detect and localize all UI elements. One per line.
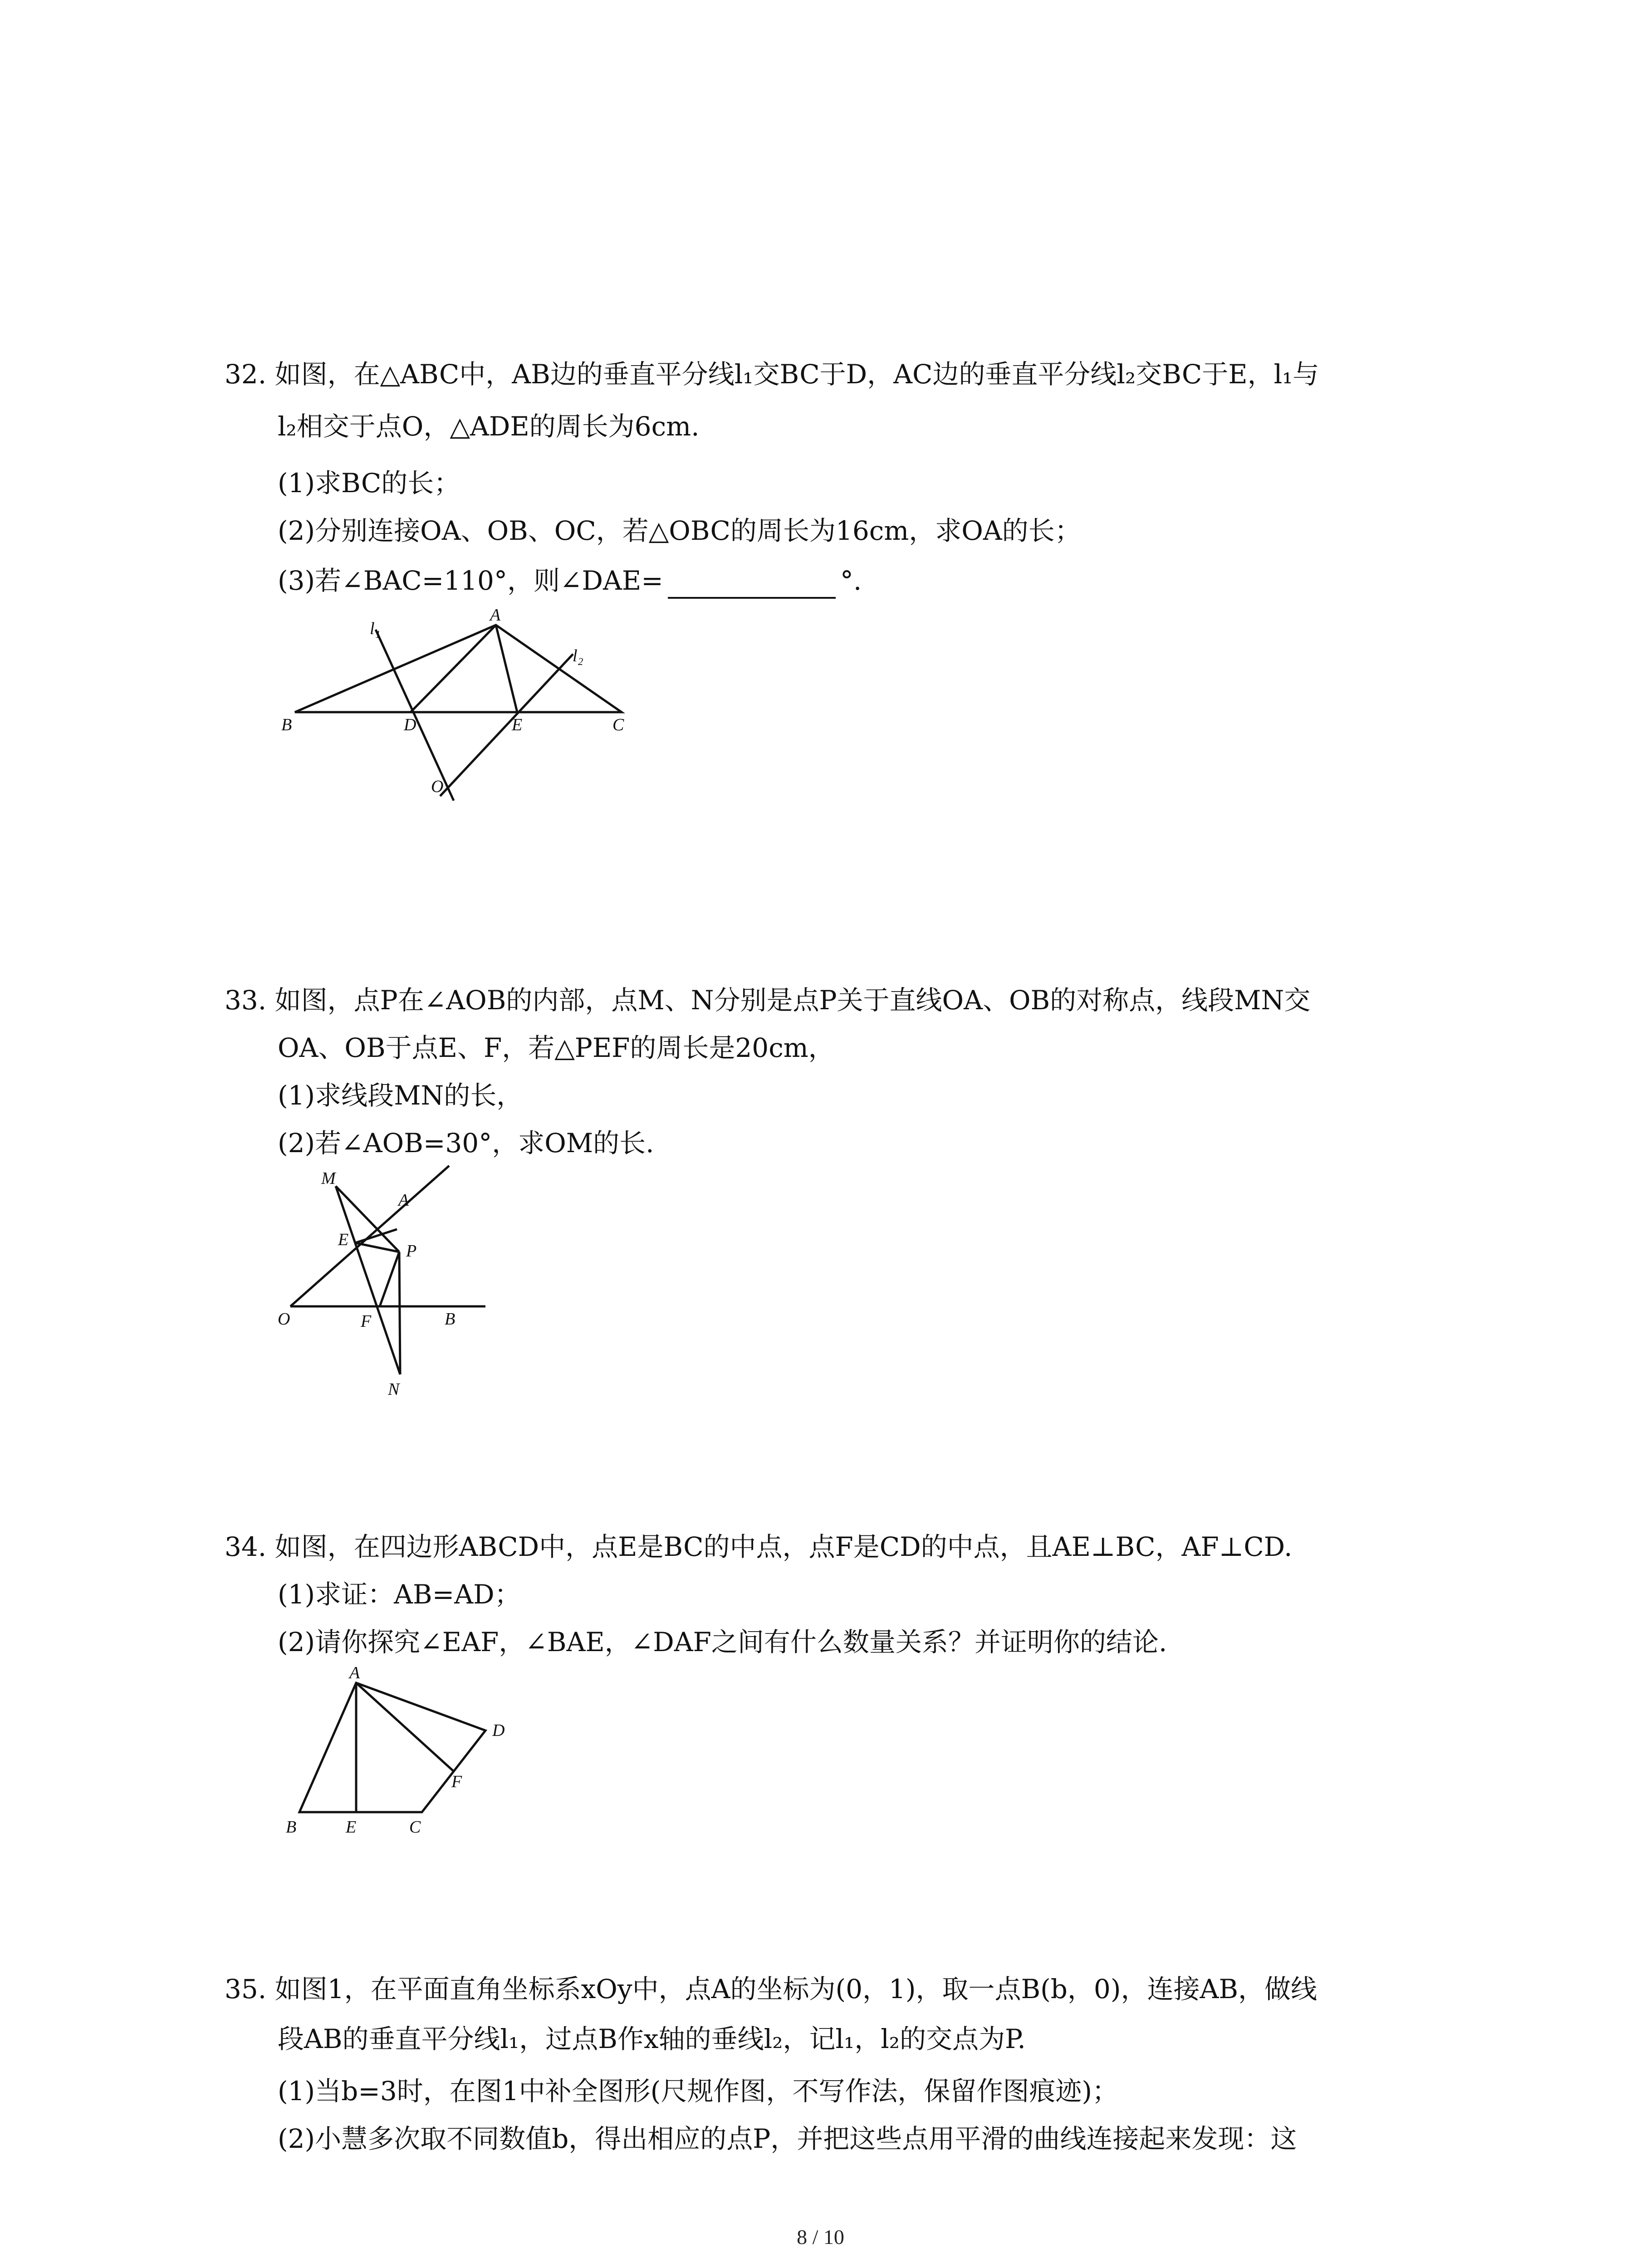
page-number: 8 / 10	[797, 2225, 844, 2248]
q35-stem-line1: 35. 如图1，在平面直角坐标系xOy中，点A的坐标为(0，1)，取一点B(b，0)，连接AB，做线	[225, 1974, 1317, 2004]
label-a: A	[398, 1191, 409, 1210]
label-d: D	[492, 1721, 505, 1740]
label-c: C	[612, 715, 624, 734]
label-o: O	[431, 777, 444, 796]
q32-subquestion-3-text: (3)若∠BAC=110°，则∠DAE=	[278, 565, 663, 596]
label-e: E	[346, 1818, 357, 1837]
label-n: N	[388, 1380, 400, 1399]
q34-stem-line1: 34. 如图，在四边形ABCD中，点E是BC的中点，点F是CD的中点，且AE⊥BC，AF⊥CD.	[225, 1531, 1293, 1562]
q32-stem-line1: 32. 如图，在△ABC中，AB边的垂直平分线l₁交BC于D，AC边的垂直平分线l₂交BC于E，l₁与	[225, 359, 1319, 390]
triangle-abc	[295, 625, 622, 712]
label-m: M	[321, 1169, 336, 1188]
label-d: D	[404, 715, 416, 734]
label-b: B	[286, 1818, 297, 1837]
quadrilateral-abcd	[299, 1683, 485, 1812]
label-e: E	[512, 715, 523, 734]
label-a: A	[349, 1663, 360, 1682]
q32-subquestion-3	[278, 562, 862, 599]
segment-mn	[336, 1186, 400, 1374]
perpendicular-bisector-l2	[440, 654, 573, 796]
q33-subquestion-1: (1)求线段MN的长，	[278, 1080, 523, 1111]
q32-subquestion-2: (2)分别连接OA、OB、OC，若△OBC的周长为16cm，求OA的长；	[278, 515, 1081, 546]
q32-figure	[272, 594, 644, 807]
label-p: P	[406, 1242, 417, 1261]
segment-ad	[411, 625, 496, 712]
q34-figure	[272, 1662, 526, 1844]
label-f: F	[361, 1312, 372, 1331]
q32-subquestion-1: (1)求BC的长；	[278, 468, 460, 499]
answer-blank[interactable]	[668, 572, 836, 599]
q32-stem-line2: l₂相交于点O，△ADE的周长为6cm.	[278, 411, 700, 442]
q34-subquestion-2: (2)请你探究∠EAF，∠BAE，∠DAF之间有什么数量关系？并证明你的结论.	[278, 1627, 1167, 1657]
segment-pn	[399, 1252, 400, 1374]
q35-subquestion-2: (2)小慧多次取不同数值b，得出相应的点P，并把这些点用平滑的曲线连接起来发现：这	[278, 2123, 1297, 2154]
label-l2: l₂	[573, 646, 583, 665]
q33-subquestion-2: (2)若∠AOB=30°，求OM的长.	[278, 1128, 654, 1158]
label-f: F	[451, 1772, 462, 1791]
label-b: B	[281, 715, 292, 734]
q33-stem-line1: 33. 如图，点P在∠AOB的内部，点M、N分别是点P关于直线OA、OB的对称点，线段MN交	[225, 985, 1311, 1016]
label-b: B	[445, 1310, 456, 1329]
label-o: O	[278, 1310, 290, 1329]
q33-stem-line2: OA、OB于点E、F，若△PEF的周长是20cm，	[278, 1032, 835, 1063]
segment-af	[356, 1683, 454, 1771]
q34-subquestion-1: (1)求证：AB=AD；	[278, 1579, 521, 1610]
segment-fp	[380, 1252, 399, 1306]
q32-subquestion-3-degree: °.	[840, 565, 862, 596]
q35-subquestion-1: (1)当b=3时，在图1中补全图形(尺规作图，不写作法，保留作图痕迹)；	[278, 2076, 1118, 2107]
label-a: A	[490, 606, 501, 625]
label-c: C	[409, 1818, 421, 1837]
q35-stem-line2: 段AB的垂直平分线l₁，过点B作x轴的垂线l₂，记l₁，l₂的交点为P.	[278, 2024, 1026, 2054]
label-e: E	[338, 1230, 349, 1249]
q33-figure	[272, 1166, 526, 1406]
label-l1: l₁	[370, 619, 381, 638]
